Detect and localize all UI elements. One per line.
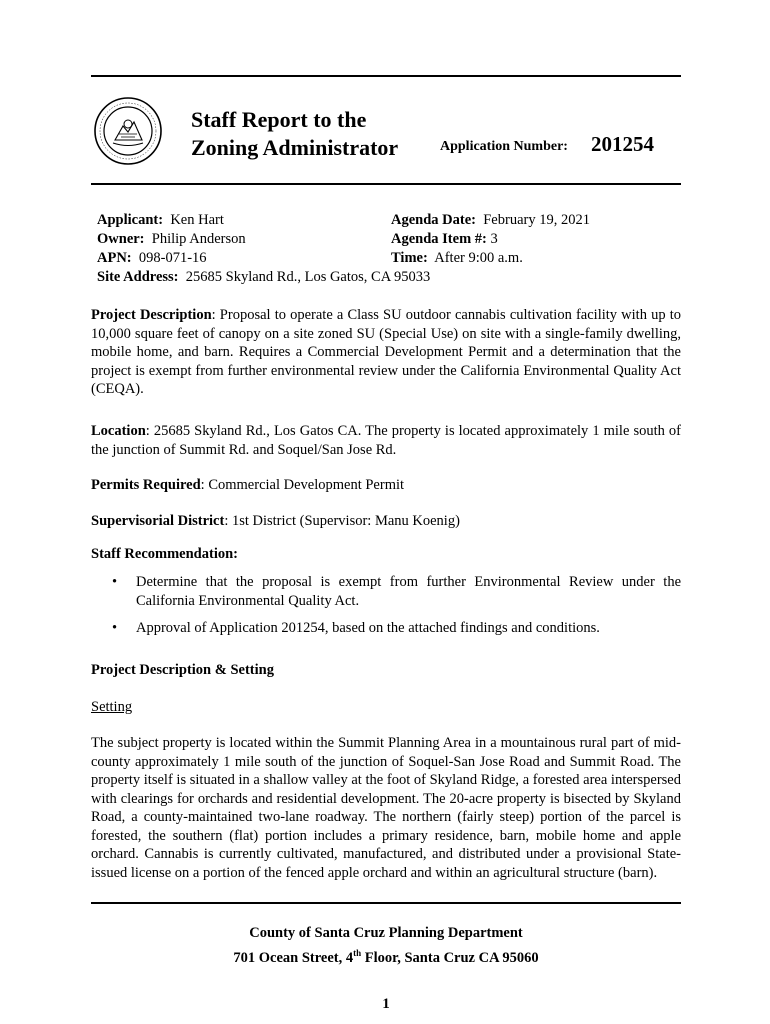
applicant-value: Ken Hart — [170, 212, 224, 228]
recommendation-bullet-text: Determine that the proposal is exempt from further Environmental Review under the California Environmental Quality Act. — [136, 574, 681, 609]
site-address-value: 25685 Skyland Rd., Los Gatos, CA 95033 — [185, 269, 431, 285]
top-rule — [91, 75, 681, 77]
setting-text: The subject property is located within the Summit Planning Area in a mountainous rural part of mid-county approximately 1 mile south of the junction of Soquel-San Jose Road and Summit Road. The property itself is situated in a shallow valley at the foot of Skyland Ridge, a forested area interspersed with clearings for orchards and residential development. The 20-acre property is bisected by Skyland Road, a county-maintained two-lane roadway. The northern (fairly steep) portion of the parcel is forested, the southern (flat) portion includes a primary residence, barn, mobile home and apple orchard. Cannabis is currently cultivated, manufactured, and distributed under a provisional State-issued license on a portion of the fenced apple orchard and within an agricultural structure (barn). — [91, 735, 681, 881]
project-description-text: : Proposal to operate a Class SU outdoor cannabis cultivation facility with up to 10,000 square feet of canopy on a site zoned SU (Special Use) on site with a single-family dwelling, mobile home, and barn. Requires a Commercial Development Permit and a determination that the project is exempt from further environmental review under the California Environmental Quality Act (CEQA). — [91, 307, 681, 397]
report-title — [191, 106, 398, 162]
applicant-label: Applicant: — [97, 212, 164, 228]
time-row — [391, 249, 590, 268]
recommendation-bullet-text: Approval of Application 201254, based on the attached findings and conditions. — [136, 620, 600, 636]
time-label: Time: — [391, 250, 428, 266]
footer — [91, 923, 681, 968]
application-number-label: Application Number: — [440, 139, 568, 154]
footer-address-part2: Floor, Santa Cruz CA 95060 — [361, 949, 539, 966]
agenda-date-label: Agenda Date: — [391, 212, 476, 228]
owner-label: Owner: — [97, 231, 145, 247]
staff-recommendation-heading: Staff Recommendation: — [91, 546, 238, 562]
footer-rule — [91, 902, 681, 904]
header-rule — [91, 183, 681, 185]
apn-row — [97, 249, 430, 268]
bullet-icon: • — [112, 574, 118, 590]
agenda-date-row — [391, 211, 590, 230]
site-address-label: Site Address: — [97, 269, 179, 285]
project-setting-heading: Project Description & Setting — [91, 662, 274, 678]
district-text: : 1st District (Supervisor: Manu Koenig) — [224, 513, 460, 529]
application-number: 201254 — [591, 132, 654, 156]
supervisorial-district — [91, 512, 681, 531]
permits-required — [91, 476, 681, 495]
location-text: : 25685 Skyland Rd., Los Gatos CA. The property is located approximately 1 mile south of the junction of Summit Rd. and Soquel/San Jose Rd. — [91, 423, 681, 458]
bullet-icon: • — [112, 620, 118, 636]
apn-value: 098-071-16 — [138, 250, 207, 266]
meta-left — [97, 211, 430, 287]
recommendation-bullet-2 — [112, 619, 681, 638]
permits-label: Permits Required — [91, 477, 201, 493]
county-seal-logo — [93, 96, 163, 166]
agenda-item-label: Agenda Item #: — [391, 231, 487, 247]
agenda-item-value: 3 — [490, 231, 498, 247]
agenda-item-row — [391, 230, 590, 249]
project-description — [91, 306, 681, 399]
apn-label: APN: — [97, 250, 132, 266]
footer-department: County of Santa Cruz Planning Department — [249, 925, 523, 941]
site-address-row — [97, 268, 430, 287]
owner-row — [97, 230, 430, 249]
recommendation-bullet-1 — [112, 573, 681, 610]
footer-address — [91, 943, 681, 968]
page-number: 1 — [382, 996, 390, 1012]
owner-value: Philip Anderson — [151, 231, 246, 247]
agenda-date-value: February 19, 2021 — [483, 212, 590, 228]
applicant-row — [97, 211, 430, 230]
time-value: After 9:00 a.m. — [434, 250, 523, 266]
permits-text: : Commercial Development Permit — [200, 477, 405, 493]
title-line-2: Zoning Administrator — [191, 135, 399, 160]
setting-subheading: Setting — [91, 699, 133, 715]
project-description-label: Project Description — [91, 307, 212, 323]
footer-address-part1: 701 Ocean Street, 4 — [233, 949, 354, 966]
title-line-1: Staff Report to the — [191, 107, 367, 132]
footer-address-sup: th — [353, 948, 362, 958]
location-label: Location — [91, 423, 146, 439]
district-label: Supervisorial District — [91, 513, 225, 529]
meta-right — [391, 211, 590, 268]
location — [91, 422, 681, 459]
